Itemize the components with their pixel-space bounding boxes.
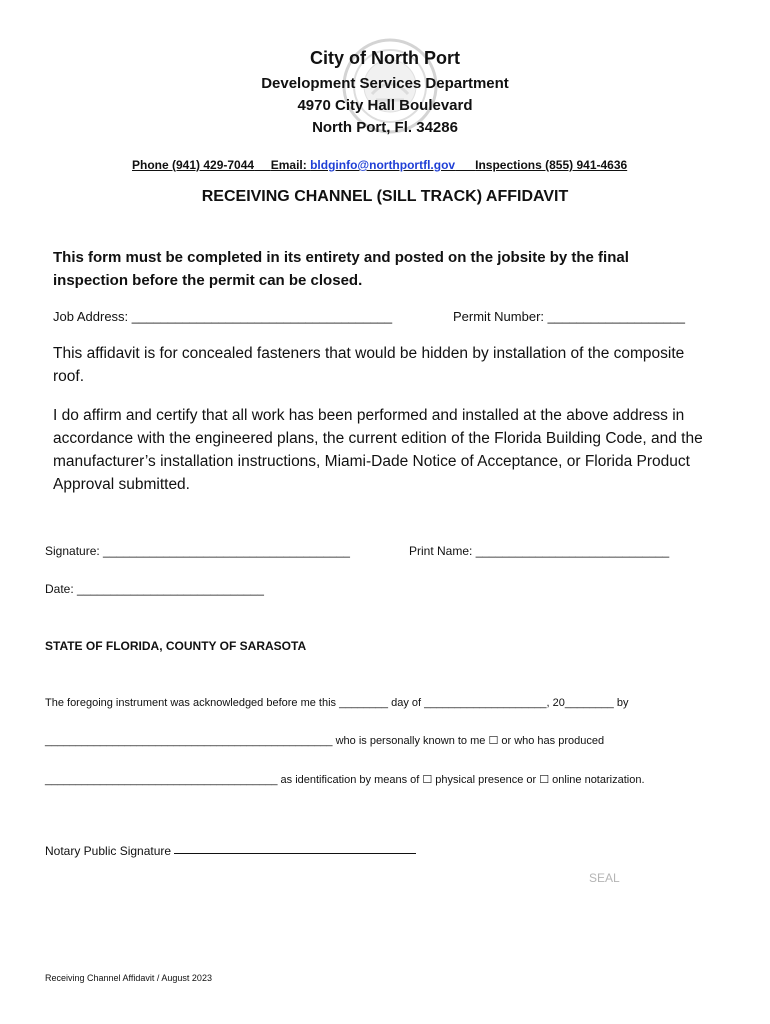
permit-number-blank[interactable]: ___________________	[547, 309, 686, 324]
city-name: City of North Port	[310, 48, 460, 68]
intro-instructions: This form must be completed in its entirety and posted on the jobsite by the final inspection before the permit can be closed.	[53, 249, 629, 289]
department-name: Development Services Department	[261, 75, 509, 92]
identification-line[interactable]: ______________________________________ as identification by means of ☐ physical presence or ☐ online notarization.	[45, 774, 645, 786]
document-title: RECEIVING CHANNEL (SILL TRACK) AFFIDAVIT	[201, 188, 569, 205]
state-county-heading: STATE OF FLORIDA, COUNTY OF SARASOTA	[45, 639, 307, 653]
contact-line	[132, 158, 627, 172]
concealed-fasteners-paragraph: This affidavit is for concealed fasteners that would be hidden by installation of the composite roof.	[53, 345, 685, 385]
notary-signature-line[interactable]	[174, 853, 416, 854]
footer-document-id: Receiving Channel Affidavit / August 2023	[45, 973, 212, 983]
notary-signature-label: Notary Public Signature	[45, 844, 172, 858]
permit-number-label: Permit Number:	[453, 309, 548, 324]
email-link[interactable]: bldginfo@northportfl.gov	[310, 158, 456, 172]
permit-number-field[interactable]	[453, 309, 685, 324]
email-label: Email:	[270, 158, 311, 172]
notary-signature-field[interactable]	[45, 844, 416, 858]
job-address-field[interactable]	[53, 309, 392, 324]
inspections-phone: Inspections (855) 941-4636	[475, 158, 628, 172]
date-field[interactable]	[45, 582, 264, 596]
signature-label: Signature:	[45, 544, 104, 558]
affirmation-paragraph: I do affirm and certify that all work has been performed and installed at the above address in accordance with the engineered plans, the current edition of the Florida Building Code, and the manufacturer’s installation instructions, Miami-Dade Notice of Acceptance, or Florida Product Approval submitted.	[53, 407, 703, 493]
print-name-field[interactable]	[409, 544, 669, 558]
date-blank[interactable]: ____________________________	[77, 582, 264, 596]
job-address-label: Job Address:	[53, 309, 132, 324]
street-address: 4970 City Hall Boulevard	[297, 97, 473, 114]
signature-blank[interactable]: _____________________________________	[103, 544, 350, 558]
city-state-zip: North Port, Fl. 34286	[312, 119, 458, 136]
job-address-blank[interactable]: ____________________________________	[131, 309, 393, 324]
print-name-blank[interactable]: _____________________________	[475, 544, 670, 558]
acknowledgment-line[interactable]: The foregoing instrument was acknowledged before me this ________ day of ____________________, 20________ by	[45, 697, 629, 709]
personally-known-line[interactable]: _______________________________________________ who is personally known to me ☐ or who has produced	[45, 735, 605, 747]
seal-placeholder: SEAL	[589, 871, 620, 885]
phone-number: Phone (941) 429-7044	[132, 158, 255, 172]
print-name-label: Print Name:	[409, 544, 476, 558]
date-label: Date:	[45, 582, 78, 596]
signature-field[interactable]	[45, 544, 350, 558]
